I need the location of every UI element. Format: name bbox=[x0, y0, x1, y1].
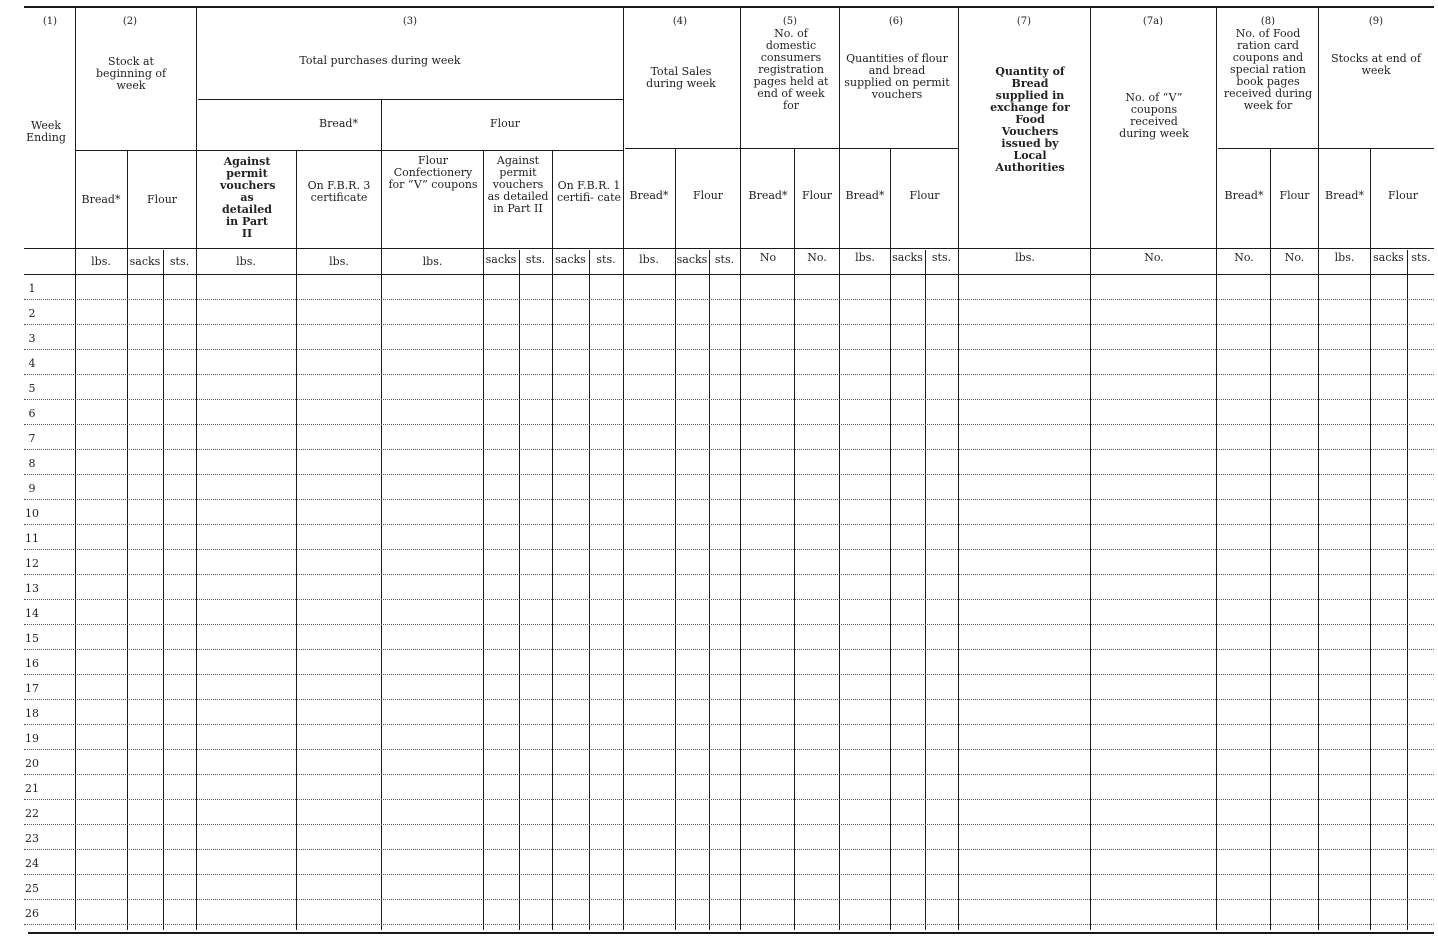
week-row-entry-line[interactable] bbox=[24, 649, 1434, 650]
week-row-number: 11 bbox=[25, 532, 39, 545]
col5-flour-label: Flour bbox=[801, 189, 833, 202]
col2-unit-sts: sts. bbox=[169, 255, 190, 268]
hdr-rule bbox=[1218, 148, 1434, 149]
col4-number: (4) bbox=[672, 16, 688, 27]
week-row-number: 3 bbox=[28, 332, 36, 345]
sep-col1 bbox=[75, 8, 76, 930]
col1-number: (1) bbox=[42, 16, 58, 27]
week-row-entry-line[interactable] bbox=[24, 349, 1434, 350]
week-row-number: 15 bbox=[25, 632, 39, 645]
col6-unit-sacks: sacks bbox=[892, 251, 923, 264]
col3-unit-lbs-2: lbs. bbox=[329, 255, 349, 268]
week-row-number: 10 bbox=[25, 507, 39, 520]
col5-unit-no2: No. bbox=[807, 251, 827, 264]
week-row-number: 14 bbox=[25, 607, 39, 620]
hdr-rule bbox=[24, 248, 1434, 249]
col8-bread-label: Bread* bbox=[1224, 189, 1264, 202]
col3-flour-group: Flour bbox=[489, 117, 521, 130]
sep-col6 bbox=[958, 8, 959, 930]
sub-sep bbox=[483, 150, 484, 930]
col9-unit-lbs: lbs. bbox=[1334, 251, 1355, 264]
week-row-entry-line[interactable] bbox=[24, 599, 1434, 600]
hdr-rule bbox=[625, 148, 958, 149]
col1-title-line1: Week bbox=[30, 119, 62, 132]
col7a-number: (7a) bbox=[1142, 16, 1164, 27]
sub-sep bbox=[552, 150, 553, 930]
col4-unit-sacks: sacks bbox=[676, 253, 708, 266]
week-row-number: 2 bbox=[28, 307, 36, 320]
col7a-title: No. of “V” coupons received during week bbox=[1119, 91, 1189, 140]
col2-unit-lbs: lbs. bbox=[91, 255, 111, 268]
col9-flour-label: Flour bbox=[1387, 189, 1419, 202]
col3-unit-sts-2: sts. bbox=[596, 253, 616, 266]
week-row-entry-line[interactable] bbox=[24, 899, 1434, 900]
col4-flour-label: Flour bbox=[692, 189, 724, 202]
col3-bread-group: Bread* bbox=[319, 117, 358, 130]
week-row-entry-line[interactable] bbox=[24, 924, 1434, 925]
col6-bread-label: Bread* bbox=[845, 189, 885, 202]
week-row-entry-line[interactable] bbox=[24, 549, 1434, 550]
sub-sep bbox=[519, 250, 520, 930]
col9-bread-label: Bread* bbox=[1325, 189, 1364, 202]
sep-col7 bbox=[1090, 8, 1091, 930]
col8-number: (8) bbox=[1260, 16, 1276, 27]
col4-title: Total Sales during week bbox=[646, 65, 716, 90]
sub-sep bbox=[709, 250, 710, 930]
col6-title: Quantities of flour and bread supplied on permit vouchers bbox=[844, 52, 950, 101]
col3-unit-lbs-3: lbs. bbox=[422, 255, 443, 268]
col7-unit: lbs. bbox=[1015, 251, 1035, 264]
sub-sep bbox=[890, 148, 891, 930]
week-row-entry-line[interactable] bbox=[24, 574, 1434, 575]
col2-title: Stock at beginning of week bbox=[95, 55, 167, 92]
week-row-number: 26 bbox=[25, 907, 39, 920]
week-row-entry-line[interactable] bbox=[24, 524, 1434, 525]
sub-sep bbox=[296, 150, 297, 930]
col5-title: No. of domestic consumers registration pages held at end of week for bbox=[753, 27, 829, 112]
col4-unit-sts: sts. bbox=[714, 253, 735, 266]
sub-sep bbox=[589, 250, 590, 930]
col9-title: Stocks at end of week bbox=[1331, 52, 1421, 77]
week-row-number: 23 bbox=[25, 832, 39, 845]
col9-unit-sacks: sacks bbox=[1373, 251, 1404, 264]
col2-flour-label: Flour bbox=[146, 193, 178, 206]
sep-col2 bbox=[196, 8, 197, 930]
week-row-entry-line[interactable] bbox=[24, 424, 1434, 425]
sep-col3 bbox=[623, 8, 624, 930]
week-row-number: 9 bbox=[28, 482, 36, 495]
week-row-entry-line[interactable] bbox=[24, 474, 1434, 475]
week-row-entry-line[interactable] bbox=[24, 674, 1434, 675]
col6-number: (6) bbox=[888, 16, 904, 27]
week-row-number: 22 bbox=[25, 807, 39, 820]
week-row-number: 21 bbox=[25, 782, 39, 795]
col8-unit-no1: No. bbox=[1234, 251, 1254, 264]
col7-number: (7) bbox=[1016, 16, 1032, 27]
sub-sep bbox=[163, 250, 164, 930]
col8-flour-label: Flour bbox=[1279, 189, 1310, 202]
bottom-rule bbox=[28, 932, 1434, 934]
week-row-entry-line[interactable] bbox=[24, 324, 1434, 325]
week-row-entry-line[interactable] bbox=[24, 799, 1434, 800]
col4-bread-label: Bread* bbox=[629, 189, 669, 202]
col6-flour-label: Flour bbox=[909, 189, 940, 202]
week-row-entry-line[interactable] bbox=[24, 449, 1434, 450]
week-row-number: 6 bbox=[28, 407, 36, 420]
week-row-number: 24 bbox=[25, 857, 39, 870]
col2-number: (2) bbox=[122, 16, 138, 27]
hdr-rule bbox=[76, 150, 623, 151]
col3-unit-sts-1: sts. bbox=[525, 253, 546, 266]
col5-number: (5) bbox=[782, 16, 798, 27]
col2-bread-label: Bread* bbox=[81, 193, 121, 206]
week-row-entry-line[interactable] bbox=[24, 399, 1434, 400]
week-row-number: 20 bbox=[25, 757, 39, 770]
sub-sep bbox=[925, 250, 926, 930]
col3-unit-sacks-1: sacks bbox=[485, 253, 517, 266]
col3-unit-lbs-1: lbs. bbox=[236, 255, 256, 268]
sub-sep bbox=[1370, 148, 1371, 930]
sep-col4 bbox=[740, 8, 741, 930]
col5-unit-no1: No bbox=[759, 251, 777, 264]
sub-sep bbox=[794, 148, 795, 930]
col5-bread-label: Bread* bbox=[748, 189, 788, 202]
week-row-number: 18 bbox=[25, 707, 39, 720]
week-row-number: 13 bbox=[25, 582, 39, 595]
col9-unit-sts: sts. bbox=[1411, 251, 1431, 264]
week-row-entry-line[interactable] bbox=[24, 774, 1434, 775]
week-row-entry-line[interactable] bbox=[24, 824, 1434, 825]
week-row-entry-line[interactable] bbox=[24, 499, 1434, 500]
sep-col8 bbox=[1318, 8, 1319, 930]
sub-sep bbox=[1270, 148, 1271, 930]
col8-unit-no2: No. bbox=[1284, 251, 1305, 264]
col3-number: (3) bbox=[402, 16, 418, 27]
week-row-entry-line[interactable] bbox=[24, 299, 1434, 300]
sep-col5 bbox=[839, 8, 840, 930]
week-row-number: 5 bbox=[28, 382, 36, 395]
col3-flour-confectionery: Flour Confectionery for “V” coupons bbox=[388, 154, 478, 191]
week-row-number: 16 bbox=[25, 657, 39, 670]
col3-on-fbr1: On F.B.R. 1 certifi- cate bbox=[556, 179, 622, 204]
week-row-number: 8 bbox=[28, 457, 36, 470]
week-row-number: 12 bbox=[25, 557, 39, 570]
week-row-entry-line[interactable] bbox=[24, 849, 1434, 850]
col1-title-line2: Ending bbox=[26, 131, 66, 144]
col3-against-permit-2: Against permit vouchers as detailed in Part II bbox=[487, 154, 549, 215]
week-row-number: 17 bbox=[25, 682, 39, 695]
week-row-entry-line[interactable] bbox=[24, 874, 1434, 875]
col4-unit-lbs: lbs. bbox=[639, 253, 659, 266]
week-row-number: 4 bbox=[28, 357, 36, 370]
col6-unit-sts: sts. bbox=[931, 251, 952, 264]
col9-number: (9) bbox=[1368, 16, 1384, 27]
col3-against-permit: Against permit vouchers as detailed in Part II bbox=[220, 155, 276, 240]
week-row-entry-line[interactable] bbox=[24, 374, 1434, 375]
week-row-number: 1 bbox=[28, 282, 36, 295]
col6-unit-lbs: lbs. bbox=[855, 251, 875, 264]
week-row-number: 25 bbox=[25, 882, 39, 895]
week-row-entry-line[interactable] bbox=[24, 699, 1434, 700]
sub-sep bbox=[381, 100, 382, 930]
col2-unit-sacks: sacks bbox=[129, 255, 161, 268]
col3-title: Total purchases during week bbox=[299, 54, 461, 67]
hdr-rule bbox=[24, 274, 1434, 275]
col3-on-fbr3: On F.B.R. 3 certificate bbox=[307, 179, 371, 204]
col8-title: No. of Food ration card coupons and special ration book pages received during week for bbox=[1223, 27, 1313, 112]
week-row-entry-line[interactable] bbox=[24, 724, 1434, 725]
week-row-number: 19 bbox=[25, 732, 39, 745]
col7a-unit: No. bbox=[1144, 251, 1164, 264]
sep-col7a bbox=[1216, 8, 1217, 930]
hdr-rule bbox=[198, 99, 623, 100]
col3-unit-sacks-2: sacks bbox=[555, 253, 586, 266]
week-row-entry-line[interactable] bbox=[24, 749, 1434, 750]
top-rule bbox=[24, 6, 1434, 8]
week-row-number: 7 bbox=[28, 432, 36, 445]
col7-title: Quantity of Bread supplied in exchange for Food Vouchers issued by Local Authorities bbox=[990, 65, 1070, 174]
week-row-entry-line[interactable] bbox=[24, 624, 1434, 625]
sub-sep bbox=[1407, 250, 1408, 930]
